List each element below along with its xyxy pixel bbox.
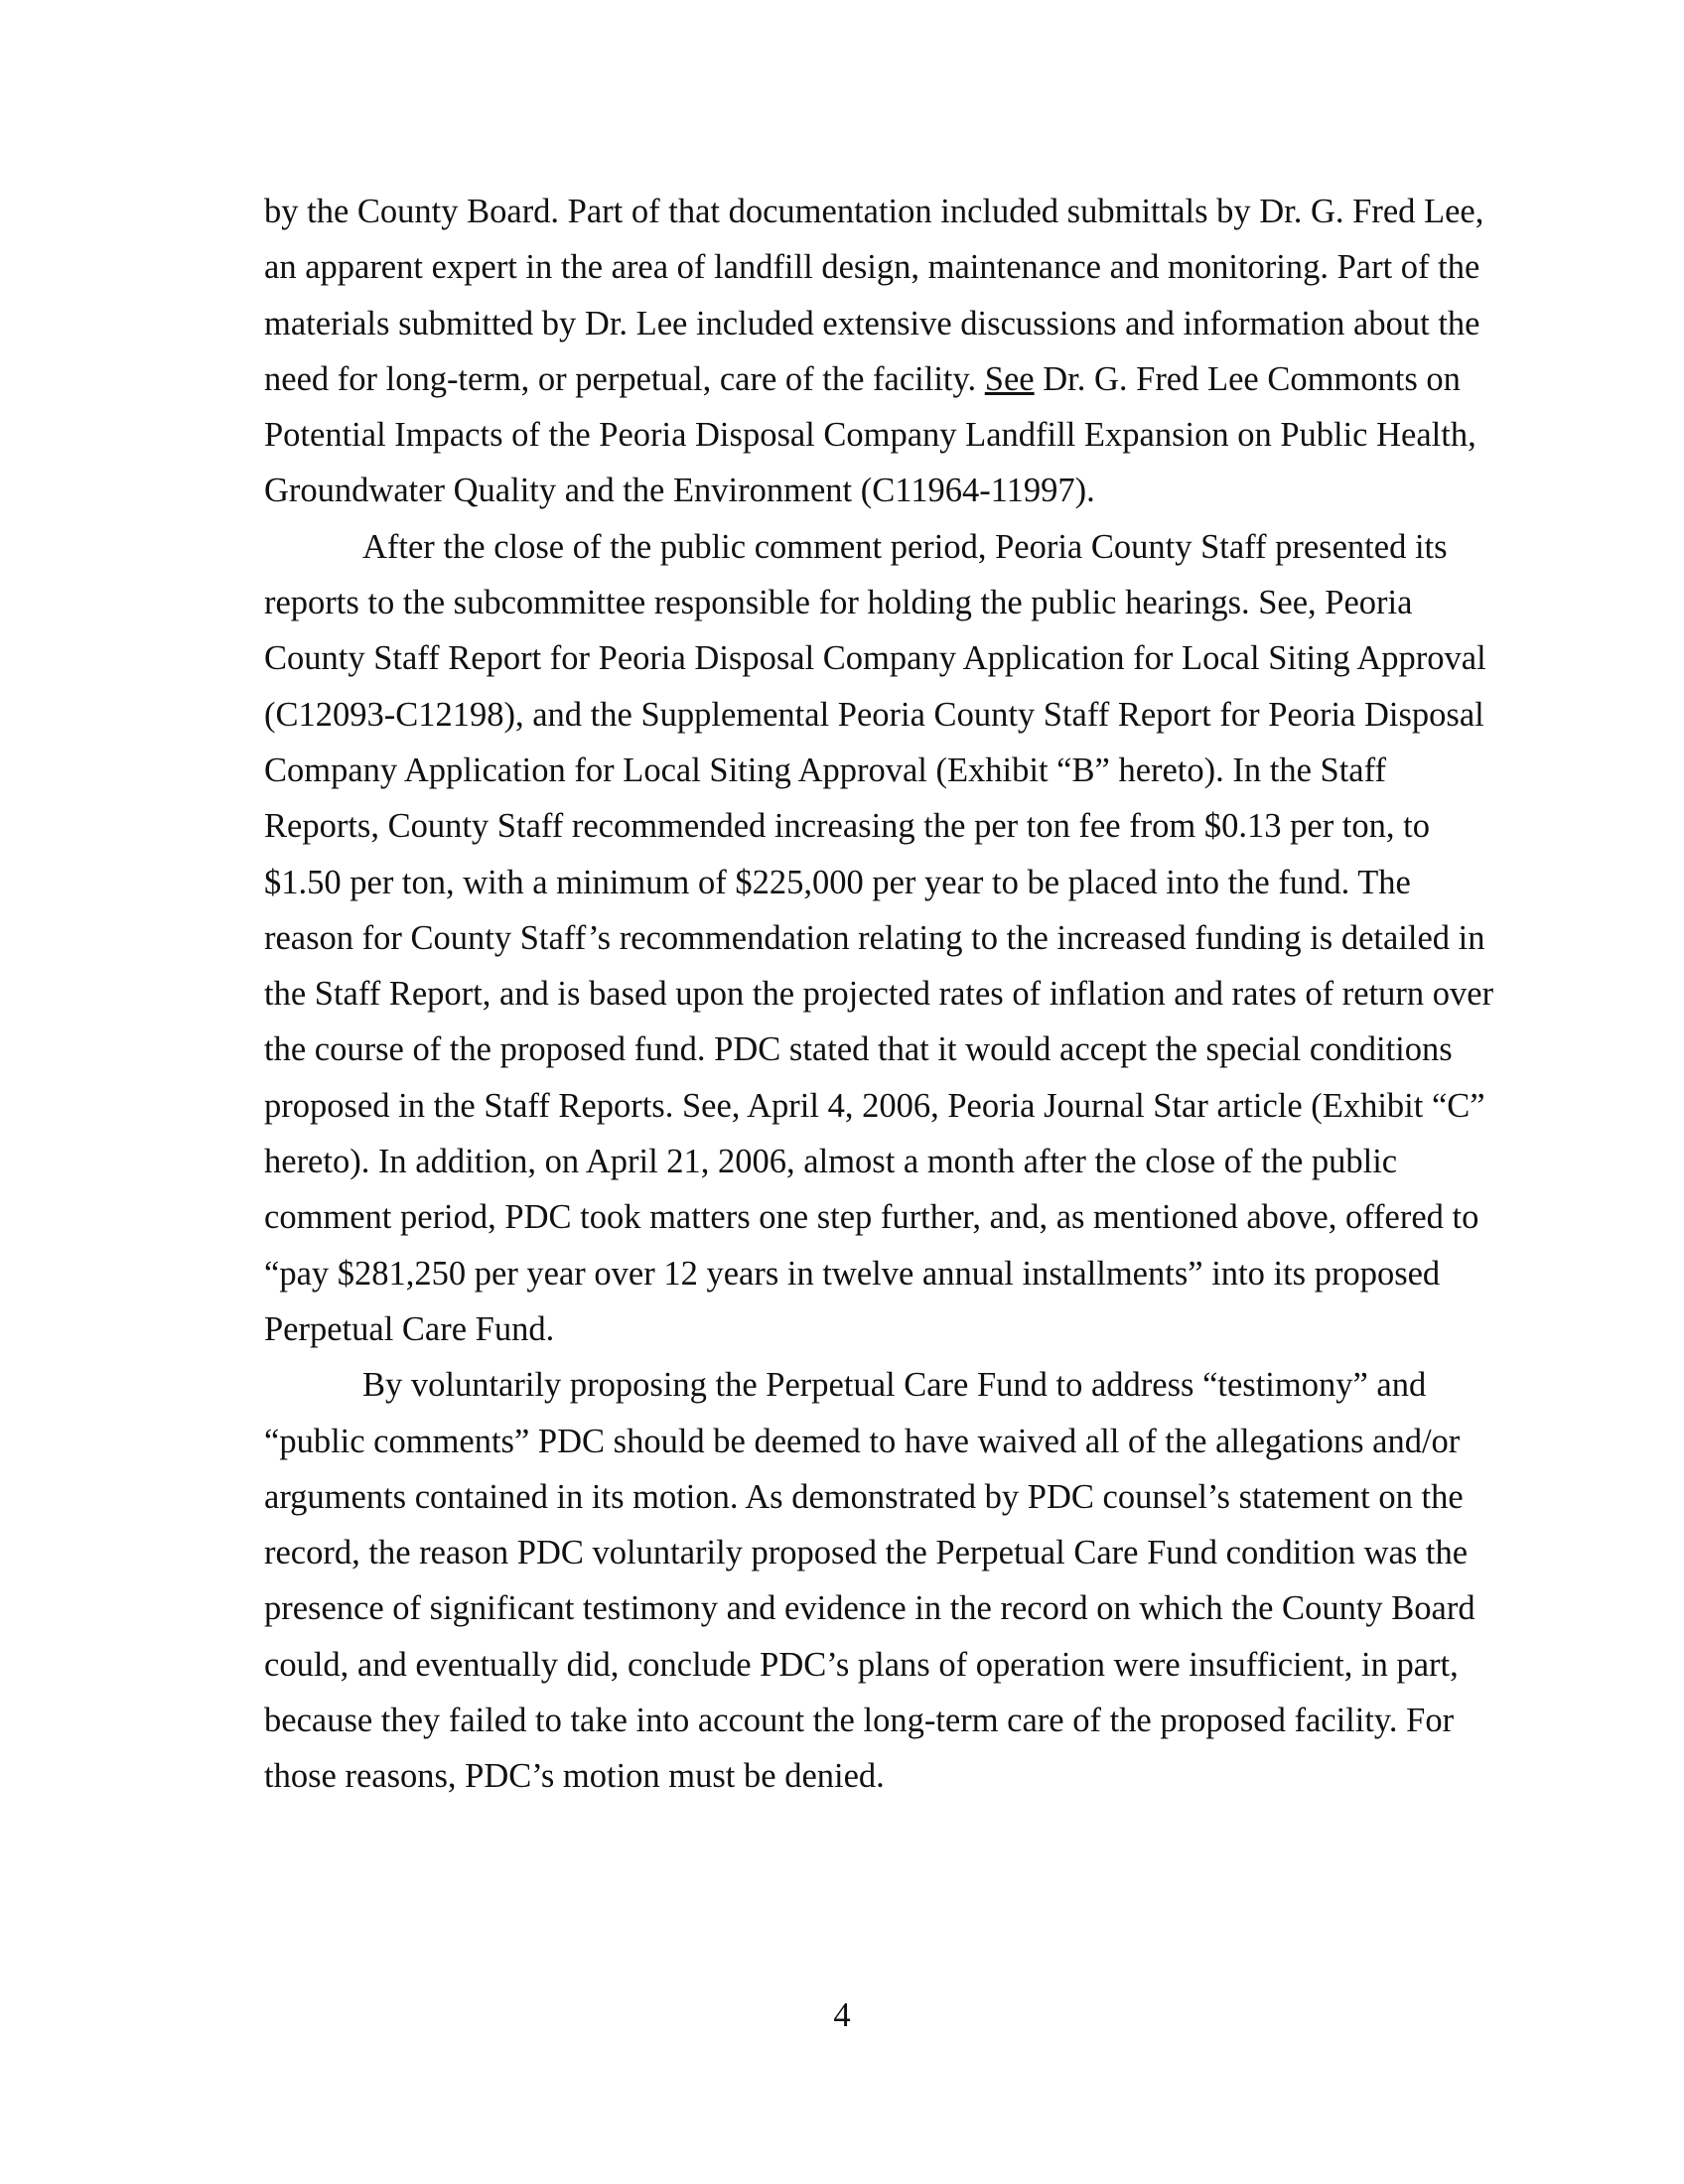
text-line: Perpetual Care Fund.: [264, 1309, 555, 1348]
text-line: materials submitted by Dr. Lee included extensive discussions and information about the: [264, 304, 1480, 342]
paragraph-waiver: [264, 1357, 1475, 1804]
text-line: County Staff Report for Peoria Disposal Company Application for Local Siting Approval: [264, 639, 1486, 678]
text-line: By voluntarily proposing the Perpetual Care Fund to address “testimony” and: [362, 1366, 1427, 1405]
text-line: “public comments” PDC should be deemed to have waived all of the allegations and/or: [264, 1422, 1461, 1460]
text-line: the course of the proposed fund. PDC stated that it would accept the special conditions: [264, 1030, 1453, 1069]
page-number: 4: [833, 1996, 851, 2034]
paragraph-staff-reports: [264, 519, 1494, 1357]
text-line: because they failed to take into account the long-term care of the proposed facility. For: [264, 1702, 1455, 1740]
text-line: an apparent expert in the area of landfill design, maintenance and monitoring. Part of the: [264, 248, 1480, 287]
text-line: could, and eventually did, conclude PDC’s plans of operation were insufficient, in part,: [264, 1645, 1459, 1684]
text-line: Groundwater Quality and the Environment (C11964-11997).: [264, 472, 1095, 510]
paragraph-continuation: [264, 184, 1484, 519]
text-line: $1.50 per ton, with a minimum of $225,000 per year to be placed into the fund. The: [264, 863, 1411, 901]
text-line: those reasons, PDC’s motion must be denied.: [264, 1757, 885, 1796]
text-line: by the County Board. Part of that documentation included submittals by Dr. G. Fred Lee,: [264, 193, 1484, 230]
underlined-citation-signal: See: [984, 359, 1035, 398]
text-segment: Dr. G. Fred Lee Commonts on: [1034, 359, 1461, 398]
text-line: hereto). In addition, on April 21, 2006, almost a month after the close of the public: [264, 1143, 1398, 1181]
text-line: proposed in the Staff Reports. See, April 4, 2006, Peoria Journal Star article (Exhibit “C”: [264, 1086, 1485, 1125]
text-line: presence of significant testimony and evidence in the record on which the County Board: [264, 1589, 1475, 1628]
text-line: reason for County Staff’s recommendation relating to the increased funding is detailed in: [264, 918, 1485, 957]
text-line: After the close of the public comment period, Peoria County Staff presented its: [362, 527, 1448, 566]
text-line: reports to the subcommittee responsible for holding the public hearings. See, Peoria: [264, 584, 1413, 622]
text-line: Reports, County Staff recommended increasing the per ton fee from $0.13 per ton, to: [264, 807, 1430, 846]
text-line: Potential Impacts of the Peoria Disposal Company Landfill Expansion on Public Health,: [264, 416, 1476, 455]
body-text: [264, 184, 1494, 1805]
text-segment: need for long-term, or perpetual, care of the facility.: [264, 359, 985, 398]
text-line: the Staff Report, and is based upon the projected rates of inflation and rates of return over: [264, 975, 1494, 1014]
text-line: Company Application for Local Siting Approval (Exhibit “B” hereto). In the Staff: [264, 751, 1386, 789]
text-line: (C12093-C12198), and the Supplemental Peoria County Staff Report for Peoria Disposal: [264, 695, 1484, 734]
text-line: comment period, PDC took matters one step further, and, as mentioned above, offered to: [264, 1198, 1479, 1237]
text-line: arguments contained in its motion. As demonstrated by PDC counsel’s statement on the: [264, 1477, 1464, 1516]
text-line: [264, 351, 1461, 407]
text-line: record, the reason PDC voluntarily proposed the Perpetual Care Fund condition was the: [264, 1534, 1469, 1572]
text-line: “pay $281,250 per year over 12 years in twelve annual installments” into its proposed: [264, 1254, 1441, 1293]
